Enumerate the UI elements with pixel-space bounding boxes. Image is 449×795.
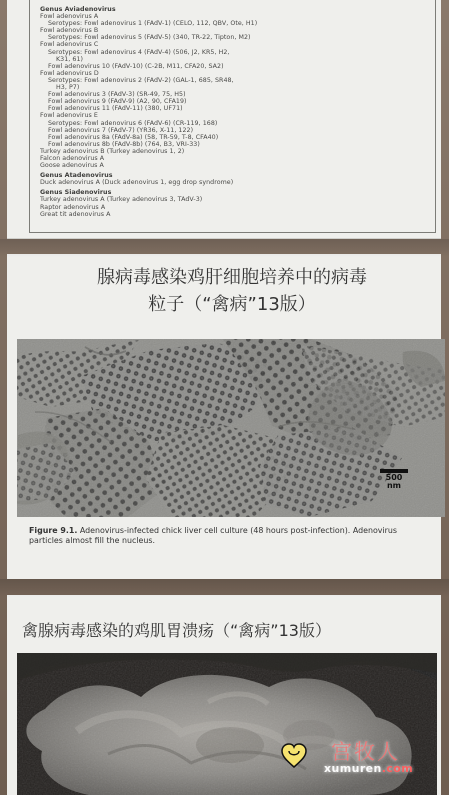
watermark-url-main: xumuren bbox=[324, 762, 382, 775]
virus-classification-panel bbox=[7, 0, 441, 239]
virus-list-item: Great tit adenovirus A bbox=[40, 210, 111, 218]
virus-list-item: Fowl adenovirus C bbox=[40, 41, 99, 49]
virus-list-item: Turkey adenovirus A (Turkey adenovirus 3, TAdV-3) bbox=[40, 196, 203, 204]
virus-list-item: Fowl adenovirus 8a (FAdV-8a) (58, TR-59, T-8, CFA40) bbox=[48, 133, 219, 141]
virus-list-item: Fowl adenovirus 10 (FAdV-10) (C-2B, M11, CFA20, SA2) bbox=[48, 62, 224, 70]
micrograph-title bbox=[37, 264, 427, 318]
figure-caption-text: Adenovirus-infected chick liver cell culture (48 hours post-infection). Adenovirus particles almost fill the nucleus. bbox=[29, 526, 397, 546]
virus-list-item: Fowl adenovirus 3 (FAdV-3) (SR-49, 75, H5) bbox=[48, 91, 186, 99]
virus-list-item: Turkey adenovirus B (Turkey adenovirus 1, 2) bbox=[40, 147, 185, 155]
virus-list-item: Serotypes: Fowl adenovirus 2 (FAdV-2) (GAL-1, 685, SR48, bbox=[48, 76, 234, 84]
adenovirus-micrograph bbox=[17, 339, 445, 517]
virus-list-item: Fowl adenovirus 11 (FAdV-11) (380, UF71) bbox=[48, 105, 183, 113]
stomach-ulcer-title: 禽腺病毒感染的鸡肌胃溃疡（“禽病”13版） bbox=[22, 621, 331, 640]
heart-logo-icon bbox=[281, 743, 307, 769]
scale-bar bbox=[375, 469, 413, 491]
micrograph-title-line-2: 粒子（“禽病”13版） bbox=[148, 294, 316, 315]
virus-list-item: Serotypes: Fowl adenovirus 6 (FAdV-6) (CR-119, 168) bbox=[48, 119, 218, 127]
virus-list-item: Falcon adenovirus A bbox=[40, 154, 105, 162]
virus-list-item: Duck adenovirus A (Duck adenovirus 1, egg drop syndrome) bbox=[40, 179, 234, 187]
site-watermark bbox=[279, 734, 429, 782]
virus-list-item: Serotypes: Fowl adenovirus 1 (FAdV-1) (CELO, 112, QBV, Ote, H1) bbox=[48, 20, 258, 28]
watermark-url-suffix: .com bbox=[381, 762, 414, 775]
genus-heading: Genus Siadenovirus bbox=[40, 189, 112, 197]
virus-list-item: Serotypes: Fowl adenovirus 4 (FAdV-4) (506, J2, KR5, H2, bbox=[48, 48, 230, 56]
virus-list bbox=[40, 6, 425, 218]
virus-list-item: Fowl adenovirus E bbox=[40, 112, 98, 120]
virus-classification-box bbox=[29, 0, 436, 233]
virus-list-item: Fowl adenovirus A bbox=[40, 13, 99, 21]
virus-list-item: H3, P7) bbox=[56, 84, 80, 92]
figure-caption bbox=[29, 526, 429, 547]
virus-list-item: Serotypes: Fowl adenovirus 5 (FAdV-5) (340, TR-22, Tipton, M2) bbox=[48, 34, 251, 42]
virus-list-item: K31, 61) bbox=[56, 55, 84, 63]
watermark-brand: 宫牧人 bbox=[331, 740, 400, 764]
virus-list-item: Fowl adenovirus D bbox=[40, 69, 99, 77]
virus-list-item: Fowl adenovirus 8b (FAdV-8b) (764, B3, VRI-33) bbox=[48, 140, 200, 148]
genus-heading: Genus Aviadenovirus bbox=[40, 6, 116, 13]
figure-label: Figure 9.1. bbox=[29, 526, 78, 535]
genus-heading: Genus Atadenovirus bbox=[40, 172, 113, 180]
scale-value: 500 bbox=[385, 473, 403, 482]
micrograph-panel bbox=[7, 254, 441, 579]
virus-list-item: Fowl adenovirus B bbox=[40, 27, 99, 35]
virus-list-item: Raptor adenovirus A bbox=[40, 203, 106, 211]
virus-list-item: Goose adenovirus A bbox=[40, 162, 104, 170]
scale-unit: nm bbox=[386, 481, 402, 490]
micrograph-title-line-1: 腺病毒感染鸡肝细胞培养中的病毒 bbox=[97, 267, 367, 288]
watermark-url bbox=[324, 762, 413, 775]
virus-list-item: Fowl adenovirus 7 (FAdV-7) (YR36, X-11, 122) bbox=[48, 126, 194, 134]
virus-list-item: Fowl adenovirus 9 (FAdV-9) (A2, 90, CFA19) bbox=[48, 98, 187, 106]
